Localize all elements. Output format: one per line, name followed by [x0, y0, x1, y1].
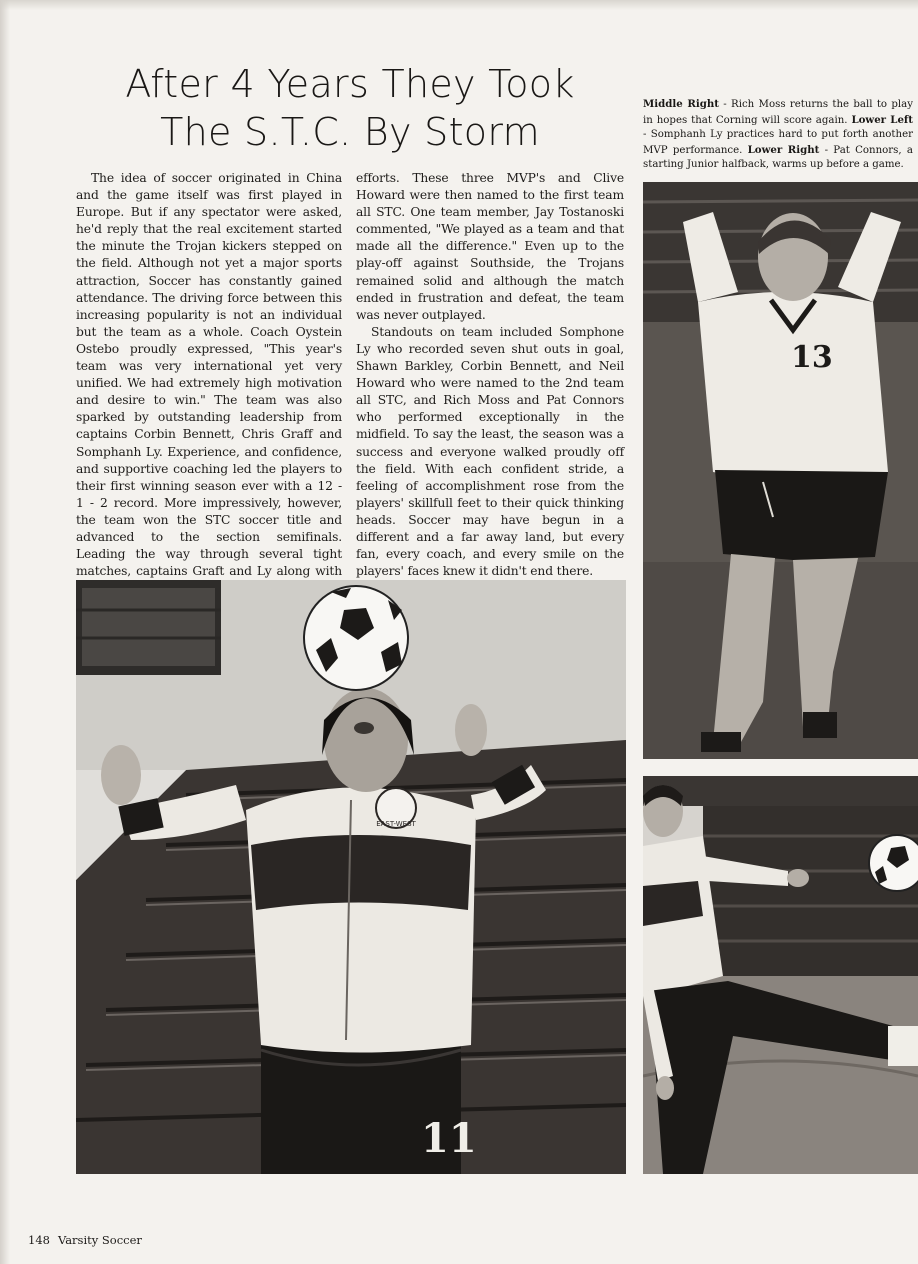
- article-column-2: [356, 170, 624, 580]
- page-folio: [28, 1233, 142, 1247]
- scan-shadow-left: [0, 0, 10, 1264]
- mid-jersey-number: 13: [791, 340, 833, 375]
- page-headline: [90, 60, 610, 156]
- photo-main-image: [76, 580, 626, 1174]
- article-paragraph-1: The idea of soccer originated in China and the game itself was first played in Europe. But if any spectator were asked, he'd reply that the real excitement started the minute the Trojan kickers stepped on the field. Although not yet a major sports attraction, Soccer has constantly gained attendance. The driving force between this increasing popularity is not an individual but the team as a whole. Coach Oystein Ostebo proudly expressed, "This year's team was very international yet very unified. We had extremely high motivation and desire to win." The team was also sparked by outstanding leadership from captains Corbin Bennett, Chris Graff and Somphanh Ly. Experience, and confidence, and supportive coaching led the players to their first winning season ever with a 12 - 1 - 2 record. More impressively, however, the team won the STC soccer title and advanced to the section semifinals. Leading the way through several tight matches, captains Graft and Ly along with: [76, 171, 342, 579]
- headline-line-1: After 4 Years They Took: [125, 62, 575, 106]
- main-jersey-number: 11: [421, 1115, 477, 1162]
- article-paragraph-1-continued: efforts. These three MVP's and Clive Howard were then named to the first team all STC. One team member, Jay Tostanoski commented, "We played as a team and that made all the difference." Even up to the play-off against Southside, the Trojans remained solid and although the match ended in frustration and defeat, the team was never outplayed.: [356, 171, 624, 322]
- caption-text-lower-left: - Somphanh Ly practices hard to put forth another MVP performance.: [643, 129, 913, 156]
- photo-low-image: [643, 776, 918, 1174]
- photo-lower-left-player-heading-ball: [76, 580, 626, 1174]
- section-name: Varsity Soccer: [57, 1233, 142, 1247]
- caption-label-middle-right: Middle Right: [643, 98, 719, 110]
- headline-line-2: The S.T.C. By Storm: [160, 110, 540, 154]
- article-paragraph-2: Standouts on team included Somphone Ly who recorded seven shut outs in goal, Shawn Barkley, Corbin Bennett, and Neil Howard who were named to the 2nd team all STC, and Rich Moss and Pat Connors who performed exceptionally in the midfield. To say the least, the season was a success and everyone walked proudly off the field. With each confident stride, a feeling of accomplishment rose from the players' skillfull feet to their quick thinking heads. Soccer may have begun in a different and a far away land, but every fan, every coach, and every smile on the players' faces knew it didn't end there.: [356, 324, 624, 579]
- caption-text-lower-right: - Pat Connors, a starting Junior halfback, warms up before a game.: [643, 144, 913, 170]
- photo-lower-right-player-kicking: [643, 776, 918, 1174]
- caption-label-lower-left: Lower Left: [851, 113, 914, 126]
- caption-label-lower-right: Lower Right: [747, 143, 820, 156]
- main-jersey-crest: EAST-WEST: [376, 820, 416, 828]
- scan-shadow-top: [0, 0, 918, 10]
- photo-caption: [643, 97, 913, 173]
- page-number: 148: [28, 1233, 50, 1247]
- photo-middle-right-player-throw-in: [643, 182, 918, 759]
- article-column-1: [76, 170, 342, 597]
- photo-mid-image: [643, 182, 918, 759]
- caption-text-middle-right: - Rich Moss returns the ball to play in hopes that Corning will score again.: [643, 99, 913, 126]
